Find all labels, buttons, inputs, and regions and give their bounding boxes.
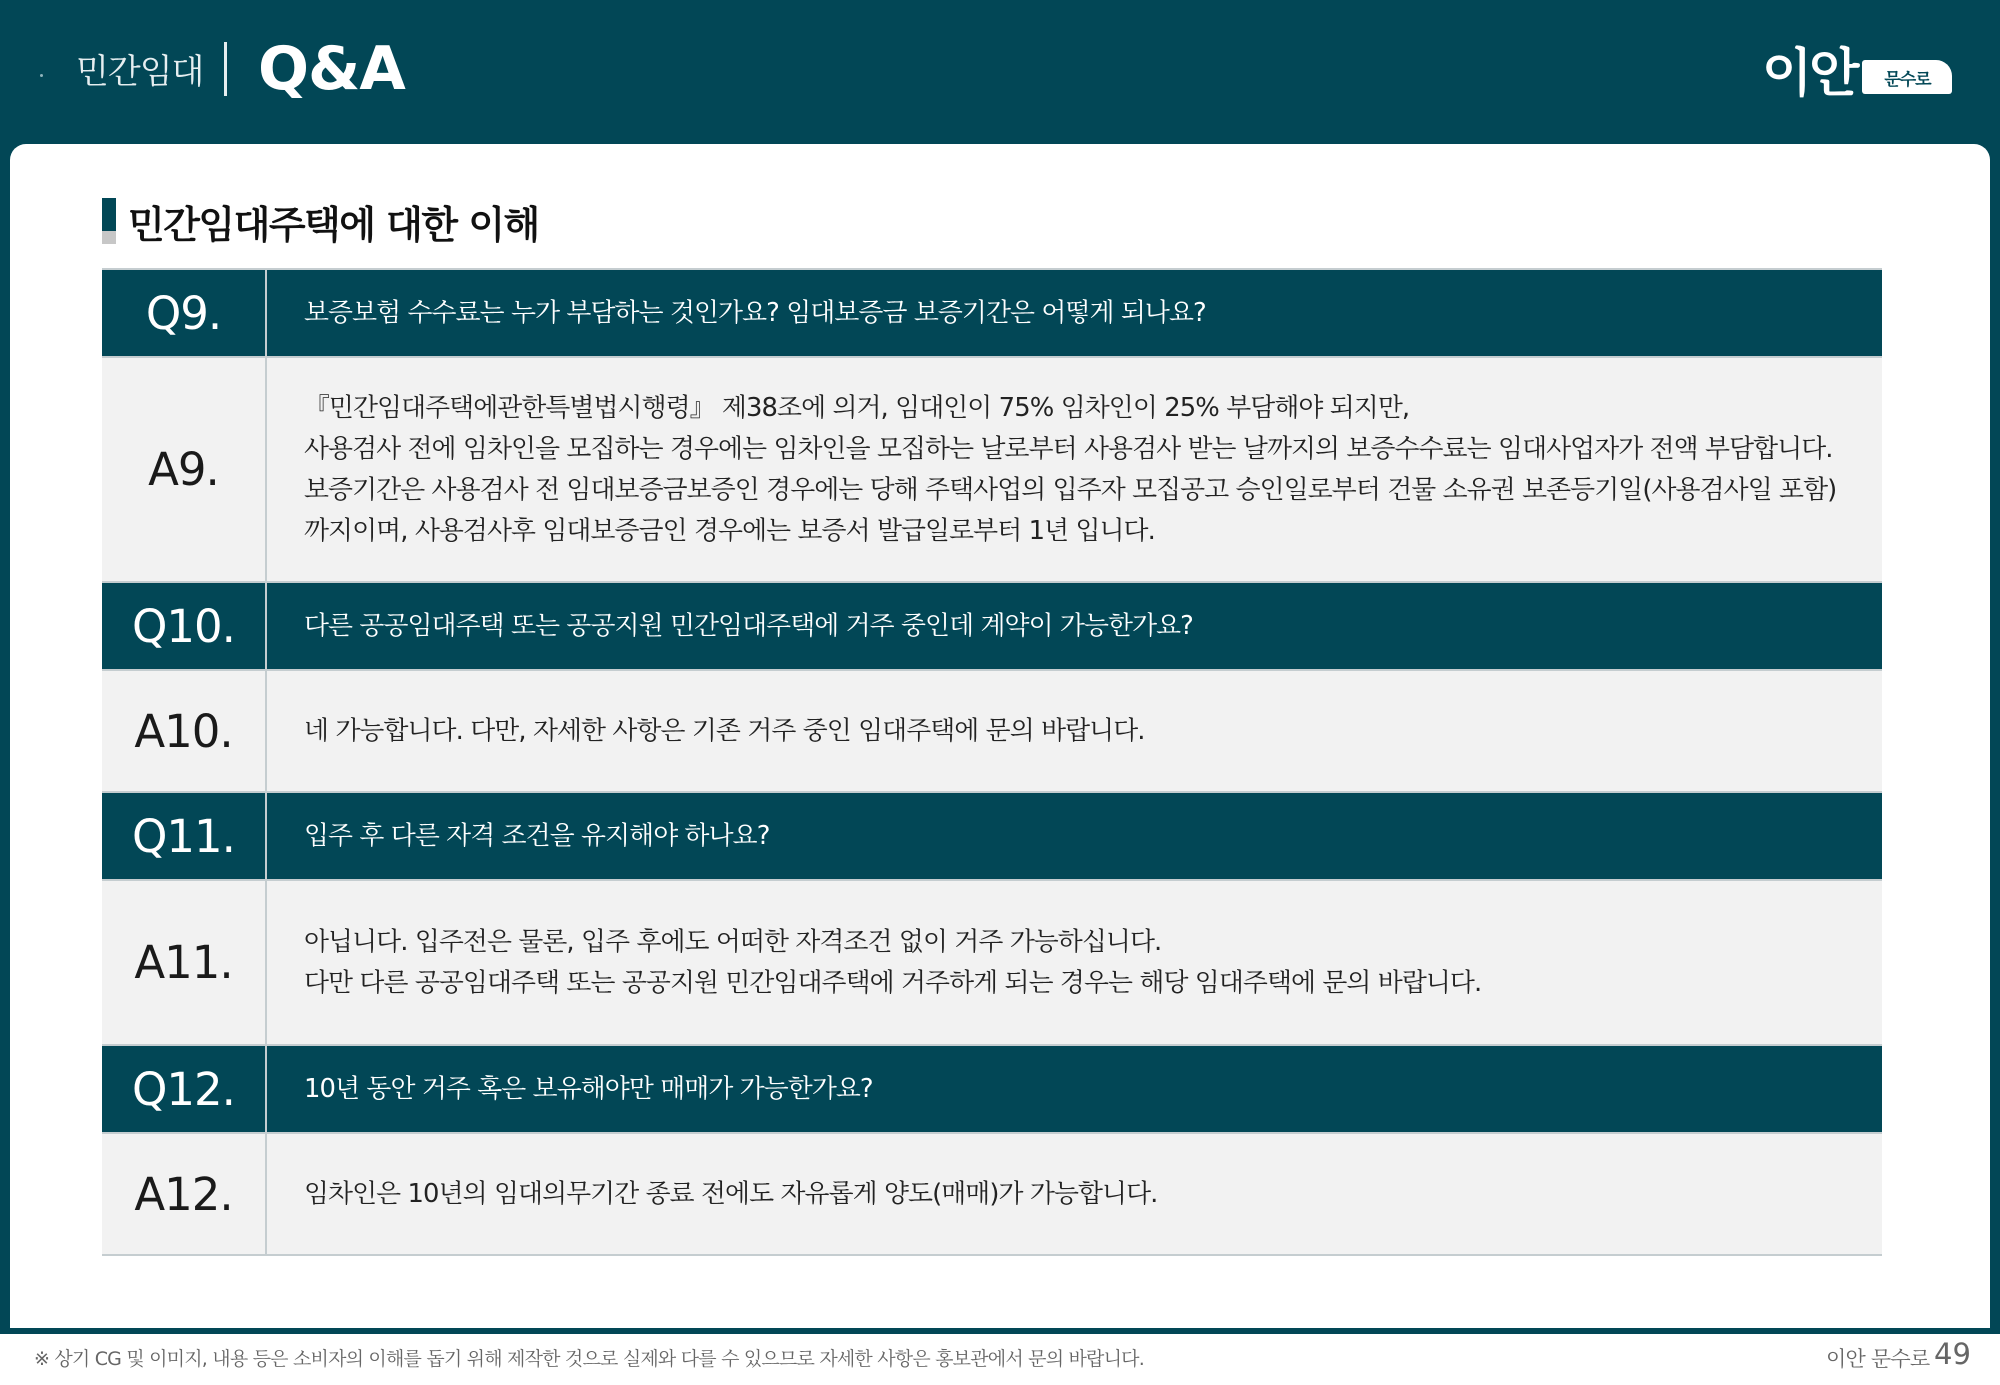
footer-brand: 이안 문수로 [1826, 1347, 1930, 1371]
header-dot [40, 74, 43, 77]
logo-main-text: 이안 [1762, 44, 1857, 104]
answer-label: A12. [102, 1134, 267, 1254]
answer-line: 아닙니다. 입주전은 물론, 입주 후에도 어떠한 자격조건 없이 거주 가능하십니다. [304, 926, 1162, 957]
question-text: 10년 동안 거주 혹은 보유해야만 매매가 가능한가요? [304, 1073, 873, 1104]
footer-divider [22, 1330, 1980, 1334]
question-label: Q11. [102, 793, 267, 879]
header-subtitle: 민간임대 [76, 52, 204, 92]
question-label: Q10. [102, 583, 267, 669]
answer-line: 임차인은 10년의 임대의무기간 종료 전에도 자유롭게 양도(매매)가 가능합니다. [304, 1178, 1158, 1209]
answer-line: 『민간임대주택에관한특별법시행령』 제38조에 의거, 임대인이 75% 임차인이 25% 부담해야 되지만, [304, 392, 1410, 423]
page-number: 49 [1934, 1337, 1971, 1371]
answer-label: A10. [102, 671, 267, 791]
section-heading [102, 196, 539, 246]
answer-row [102, 671, 1882, 793]
answer-label: A9. [102, 358, 267, 581]
question-text: 다른 공공임대주택 또는 공공지원 민간임대주택에 거주 중인데 계약이 가능한가요? [304, 610, 1193, 641]
question-row [102, 583, 1882, 671]
page-title: Q&A [258, 34, 405, 104]
qa-table [102, 268, 1882, 1256]
header-divider [224, 42, 227, 96]
question-row [102, 270, 1882, 358]
answer-line: 다만 다른 공공임대주택 또는 공공지원 민간임대주택에 거주하게 되는 경우는 해당 임대주택에 문의 바랍니다. [304, 967, 1482, 998]
footer-disclaimer: ※ 상기 CG 및 이미지, 내용 등은 소비자의 이해를 돕기 위해 제작한 것으로 실제와 다를 수 있으므로 자세한 사항은 홍보관에서 문의 바랍니다. [34, 1348, 1144, 1370]
answer-line: 보증기간은 사용검사 전 임대보증금보증인 경우에는 당해 주택사업의 입주자 모집공고 승인일로부터 건물 소유권 보존등기일(사용검사일 포함) [304, 474, 1837, 505]
question-text: 보증보험 수수료는 누가 부담하는 것인가요? 임대보증금 보증기간은 어떻게 되나요? [304, 297, 1206, 328]
question-text: 입주 후 다른 자격 조건을 유지해야 하나요? [304, 820, 770, 851]
section-title: 민간임대주택에 대한 이해 [128, 202, 539, 247]
answer-line: 네 가능합니다. 다만, 자세한 사항은 기존 거주 중인 임대주택에 문의 바랍니다. [304, 715, 1145, 746]
question-row [102, 793, 1882, 881]
answer-label: A11. [102, 881, 267, 1044]
answer-row [102, 358, 1882, 583]
question-row [102, 1046, 1882, 1134]
brand-logo [1762, 44, 1952, 104]
answer-line: 까지이며, 사용검사후 임대보증금인 경우에는 보증서 발급일로부터 1년 입니다. [304, 515, 1155, 546]
logo-badge: 문수로 [1862, 60, 1952, 94]
question-label: Q9. [102, 270, 267, 356]
question-label: Q12. [102, 1046, 267, 1132]
answer-line: 사용검사 전에 임차인을 모집하는 경우에는 임차인을 모집하는 날로부터 사용검사 받는 날까지의 보증수수료는 임대사업자가 전액 부담합니다. [304, 433, 1833, 464]
answer-row [102, 1134, 1882, 1256]
answer-row [102, 881, 1882, 1046]
section-marker [102, 198, 116, 244]
